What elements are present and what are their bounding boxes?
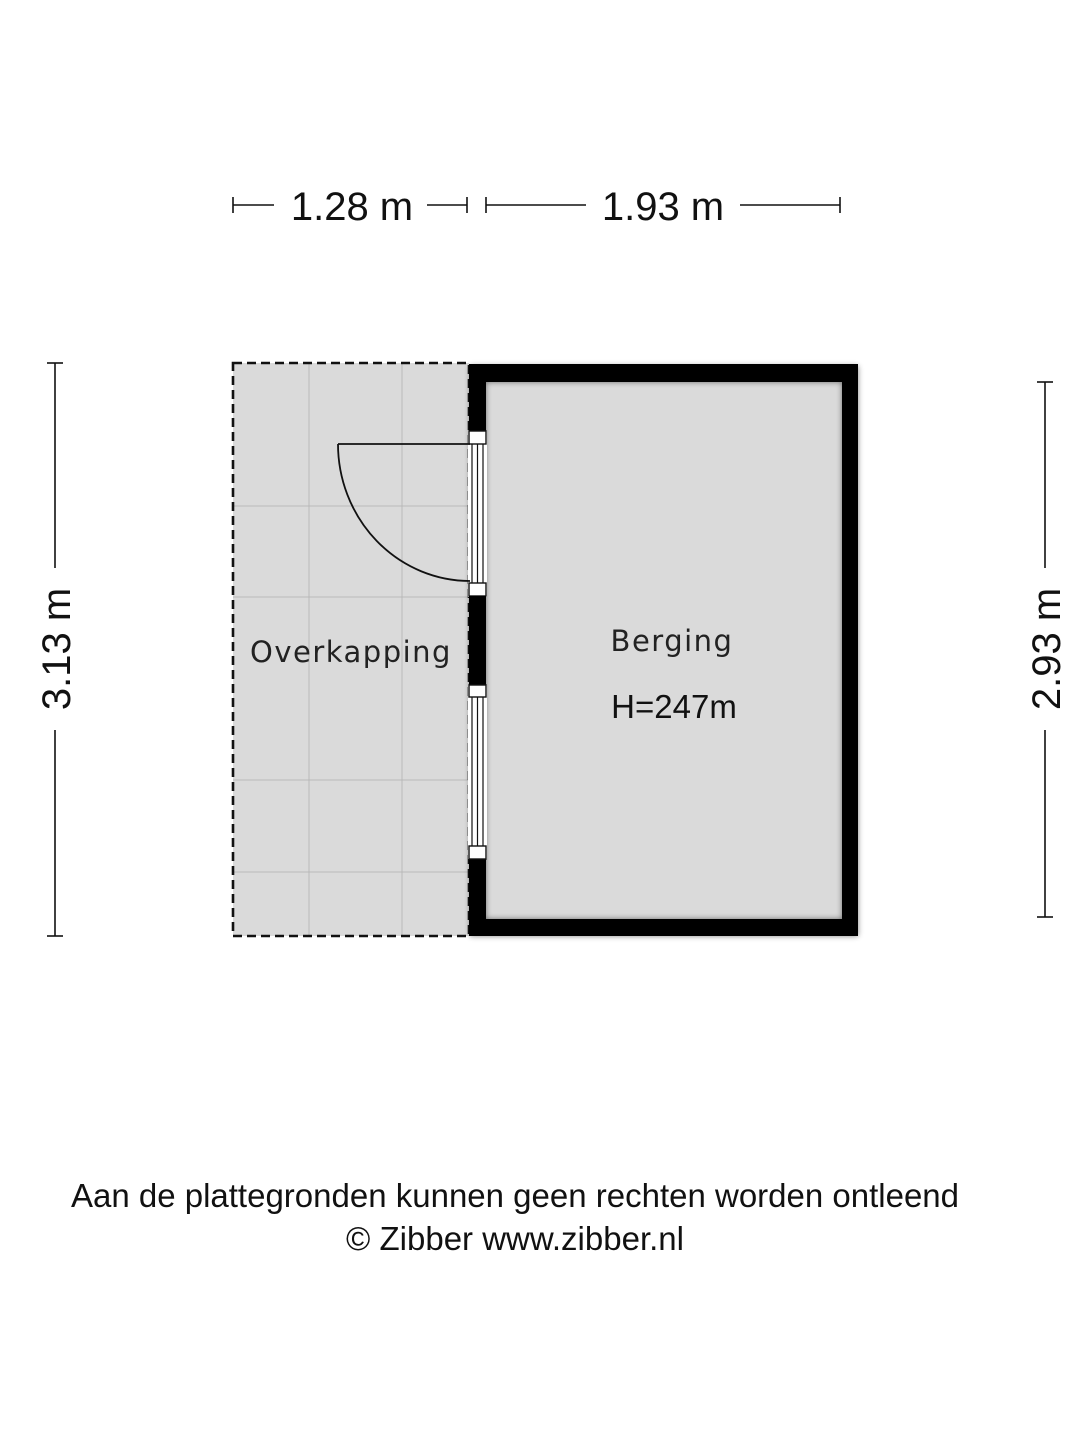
copyright-text: © Zibber www.zibber.nl [346, 1220, 684, 1257]
overkapping-label: Overkapping [250, 635, 452, 669]
dimension-left-label: 3.13 m [35, 587, 79, 711]
berging-height-label: H=247m [611, 688, 737, 725]
disclaimer-text: Aan de plattegronden kunnen geen rechten worden ontleend [70, 1177, 960, 1214]
door-opening [468, 431, 487, 597]
berging-label: Berging [610, 624, 734, 658]
dimension-top-left-label: 1.28 m [290, 185, 414, 229]
wall-segment-between-openings [469, 596, 486, 685]
dimension-right-label: 2.93 m [1025, 587, 1069, 711]
window-opening [468, 685, 487, 859]
dimension-top-right-label: 1.93 m [601, 185, 725, 229]
